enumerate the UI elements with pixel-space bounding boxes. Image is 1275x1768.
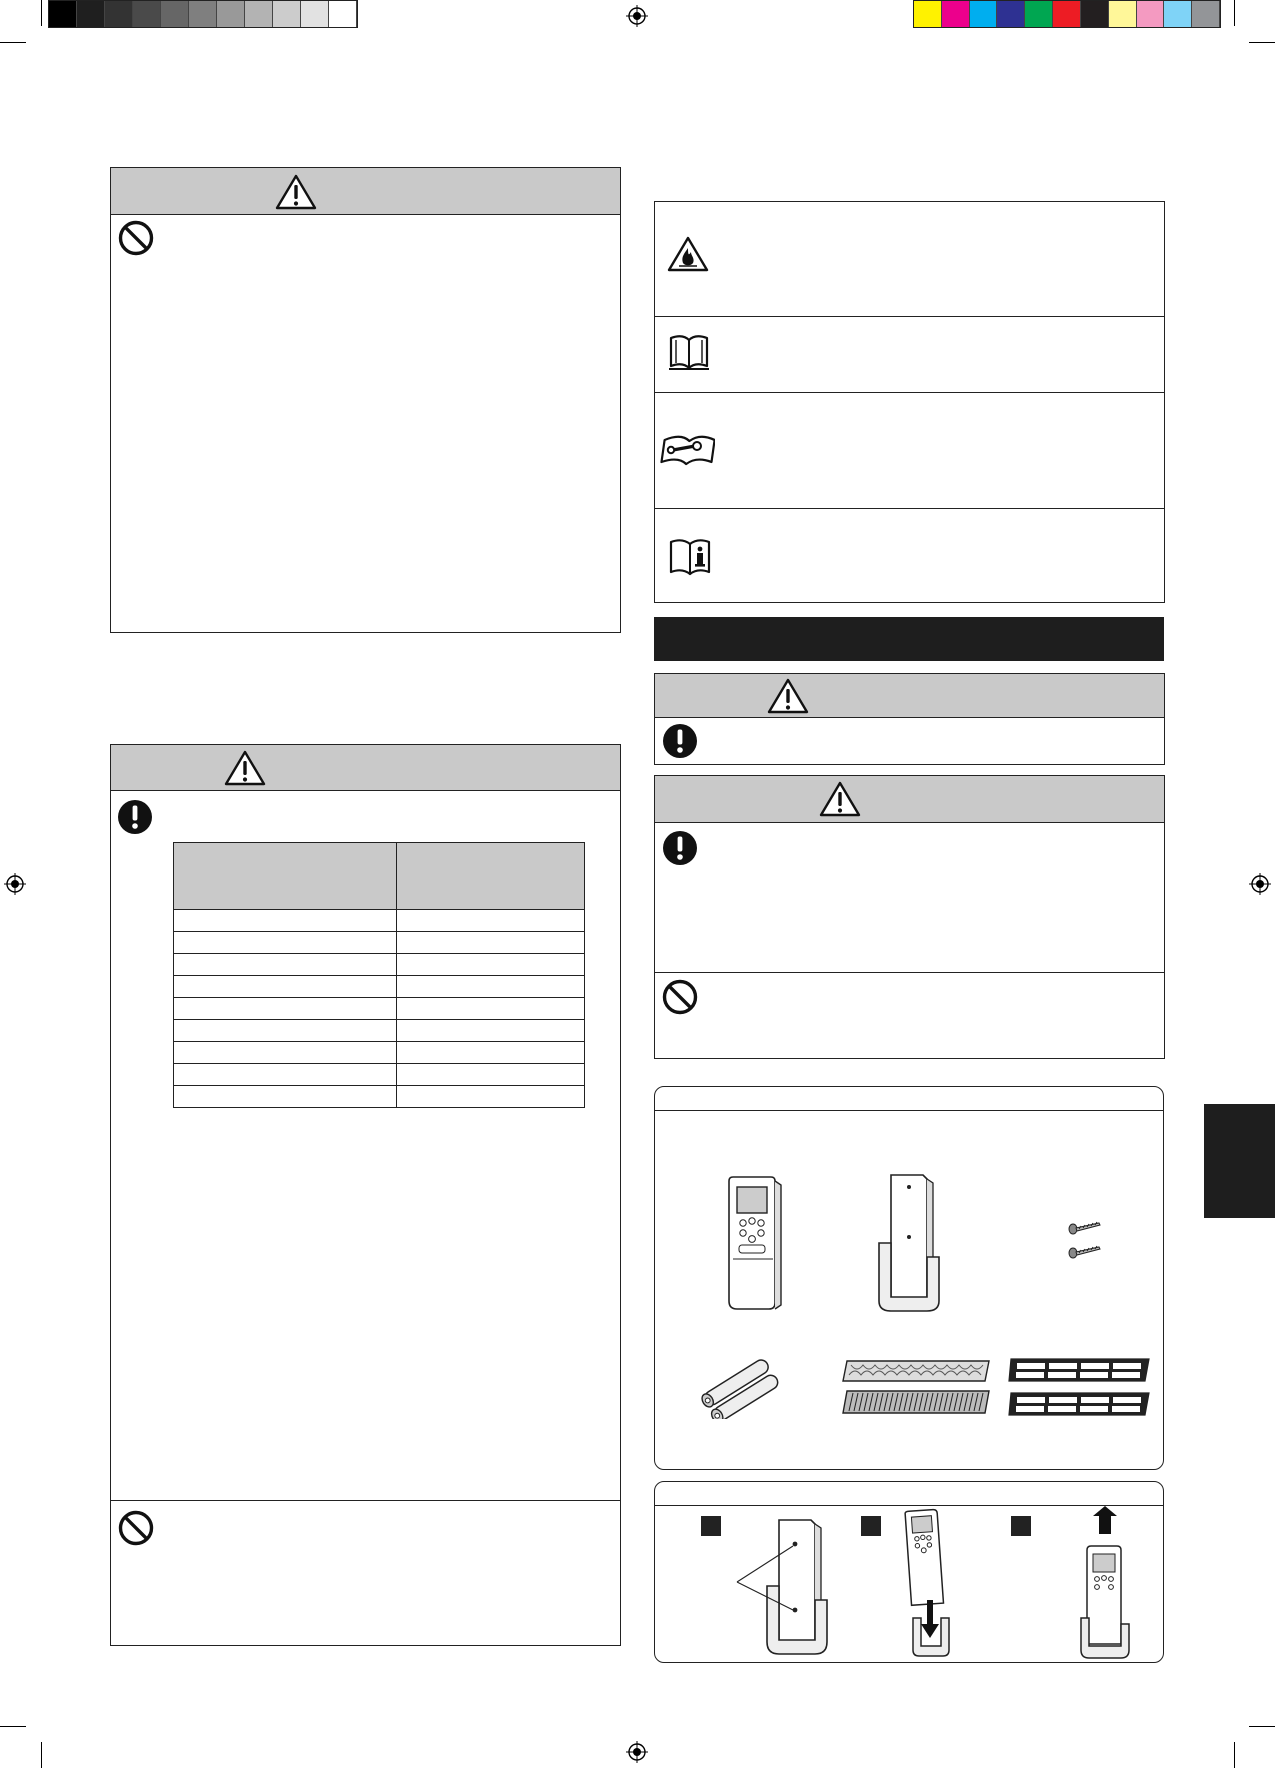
table-row <box>174 910 585 932</box>
remote-insert-illustration <box>893 1508 973 1658</box>
table-header-cell <box>174 843 397 910</box>
divider <box>655 972 1164 973</box>
registration-mark-icon <box>4 873 26 895</box>
table-row <box>174 1086 585 1108</box>
mandatory-exclamation-icon <box>117 799 153 835</box>
registration-mark-icon <box>1249 873 1271 895</box>
table-row <box>174 1020 585 1042</box>
table-cell <box>397 998 585 1020</box>
crop-mark <box>1249 42 1275 43</box>
specification-table <box>173 842 585 1108</box>
mandatory-exclamation-icon <box>662 723 698 759</box>
warning-header <box>111 168 620 215</box>
crop-mark <box>1234 0 1235 26</box>
table-cell <box>174 932 397 954</box>
table-row <box>174 954 585 976</box>
holder-installation-panel <box>654 1481 1164 1663</box>
registration-mark-icon <box>626 1741 648 1763</box>
registration-mark-icon <box>626 5 648 27</box>
warning-triangle-icon <box>275 174 317 210</box>
grayscale-calibration-strip <box>48 0 358 28</box>
warning-triangle-icon <box>767 678 809 714</box>
caution-box-right <box>654 775 1165 1059</box>
step-1-marker <box>701 1516 721 1536</box>
table-cell <box>174 1042 397 1064</box>
prohibited-circle-icon <box>117 219 155 257</box>
step-2-marker <box>861 1516 881 1536</box>
divider <box>111 1500 620 1501</box>
table-row <box>174 1064 585 1086</box>
table-cell <box>397 1064 585 1086</box>
table-row <box>174 976 585 998</box>
divider <box>655 1110 1163 1111</box>
crop-mark <box>41 1742 42 1768</box>
table-cell <box>397 954 585 976</box>
info-book-icon <box>667 536 713 578</box>
holder-screw-mounting-illustration <box>735 1516 835 1656</box>
flammable-triangle-icon <box>667 236 709 272</box>
service-manual-wrench-icon <box>659 430 715 470</box>
crop-mark <box>1234 1742 1235 1768</box>
table-cell <box>174 1086 397 1108</box>
caution-header <box>655 776 1164 823</box>
table-cell <box>397 932 585 954</box>
table-header-cell <box>397 843 585 910</box>
prohibited-circle-icon <box>661 978 699 1016</box>
table-cell <box>397 1042 585 1064</box>
crop-mark <box>1249 1726 1275 1727</box>
accessories-panel <box>654 1086 1164 1470</box>
color-calibration-strip <box>913 0 1221 28</box>
symbols-box <box>654 201 1165 603</box>
table-header-row <box>174 843 585 910</box>
crop-mark <box>0 42 26 43</box>
crop-mark <box>41 0 42 26</box>
mandatory-exclamation-icon <box>662 830 698 866</box>
divider <box>655 316 1164 317</box>
divider <box>655 392 1164 393</box>
table-cell <box>397 1086 585 1108</box>
language-side-tab <box>1204 1104 1275 1218</box>
table-row <box>174 932 585 954</box>
table-cell <box>397 910 585 932</box>
divider <box>655 508 1164 509</box>
remote-remove-illustration <box>1075 1506 1135 1660</box>
caution-box-table <box>110 744 621 1646</box>
table-cell <box>174 910 397 932</box>
table-cell <box>174 954 397 976</box>
batteries-illustration <box>695 1359 791 1419</box>
table-cell <box>174 1064 397 1086</box>
table-cell <box>174 976 397 998</box>
filter-frames-illustration <box>1007 1353 1153 1421</box>
table-cell <box>174 998 397 1020</box>
warning-box-prohibitions <box>110 167 621 633</box>
caution-header <box>111 745 620 791</box>
table-cell <box>397 1020 585 1042</box>
air-filters-illustration <box>841 1357 991 1419</box>
table-row <box>174 1042 585 1064</box>
table-row <box>174 998 585 1020</box>
remote-holder-illustration <box>873 1173 949 1315</box>
table-cell <box>397 976 585 998</box>
open-book-icon <box>667 332 711 372</box>
warning-box-small <box>654 673 1165 765</box>
screws-illustration <box>1067 1217 1107 1265</box>
section-heading-band <box>654 617 1164 661</box>
warning-triangle-icon <box>224 750 266 786</box>
crop-mark <box>0 1726 26 1727</box>
prohibited-circle-icon <box>117 1509 155 1547</box>
table-cell <box>174 1020 397 1042</box>
remote-controller-illustration <box>719 1175 791 1313</box>
warning-header <box>655 674 1164 718</box>
warning-triangle-icon <box>819 781 861 817</box>
step-3-marker <box>1011 1516 1031 1536</box>
